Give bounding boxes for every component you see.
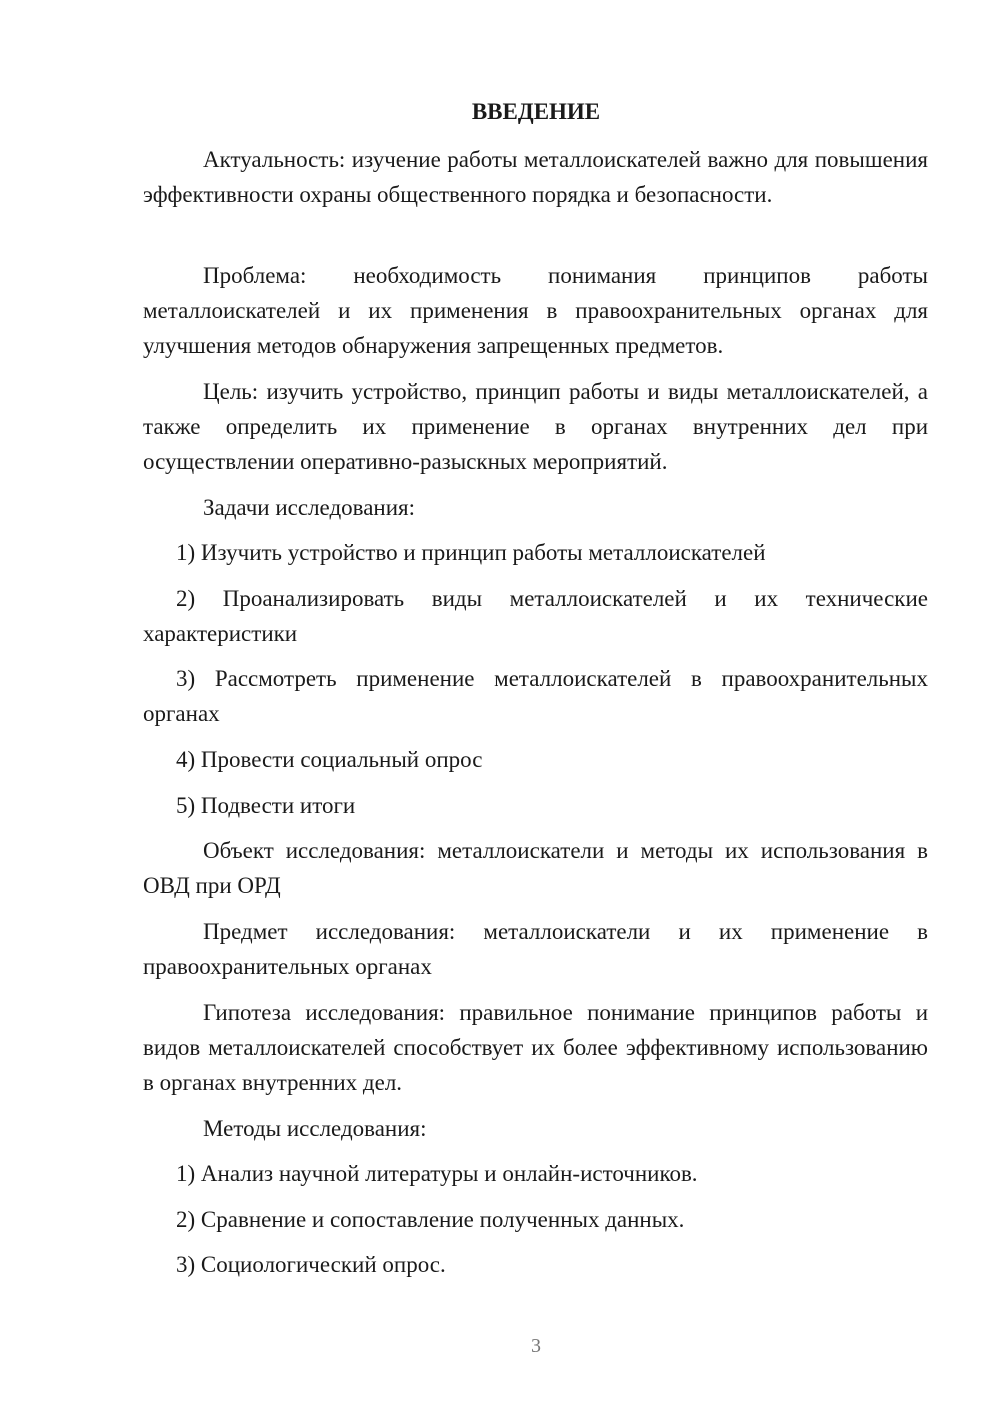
paragraph-methods-heading: Методы исследования: [203, 1116, 427, 1141]
paragraph-subject: Предмет исследования: металлоискатели и их применение в правоохранительных органах [143, 919, 928, 979]
task-item: 3) Рассмотреть применение металлоискателей в правоохранительных органах [143, 666, 928, 726]
task-item: 5) Подвести итоги [176, 793, 356, 818]
task-item: 4) Провести социальный опрос [176, 747, 483, 772]
paragraph-hypothesis: Гипотеза исследования: правильное понимание принципов работы и видов металлоискателей способствует их более эффективному использованию в органах внутренних дел. [143, 1000, 928, 1095]
method-item: 1) Анализ научной литературы и онлайн-источников. [176, 1161, 698, 1186]
paragraph-tasks-heading: Задачи исследования: [203, 495, 416, 520]
method-item: 3) Социологический опрос. [176, 1252, 446, 1277]
task-item: 2) Проанализировать виды металлоискателей и их технические характеристики [143, 586, 928, 646]
page-number: 3 [531, 1335, 541, 1357]
page-title: ВВЕДЕНИЕ [471, 99, 601, 124]
paragraph-relevance: Актуальность: изучение работы металлоискателей важно для повышения эффективности охраны общественного порядка и безопасности. [143, 147, 928, 207]
paragraph-goal: Цель: изучить устройство, принцип работы и виды металлоискателей, а также определить их применение в органах внутренних дел при осуществлении оперативно-разыскных мероприятий. [143, 379, 928, 474]
paragraph-object: Объект исследования: металлоискатели и методы их использования в ОВД при ОРД [143, 838, 928, 898]
task-item: 1) Изучить устройство и принцип работы металлоискателей [176, 540, 766, 565]
paragraph-problem: Проблема: необходимость понимания принципов работы металлоискателей и их применения в правоохранительных органах для улучшения методов обнаружения запрещенных предметов. [143, 263, 928, 358]
method-item: 2) Сравнение и сопоставление полученных данных. [176, 1207, 685, 1232]
